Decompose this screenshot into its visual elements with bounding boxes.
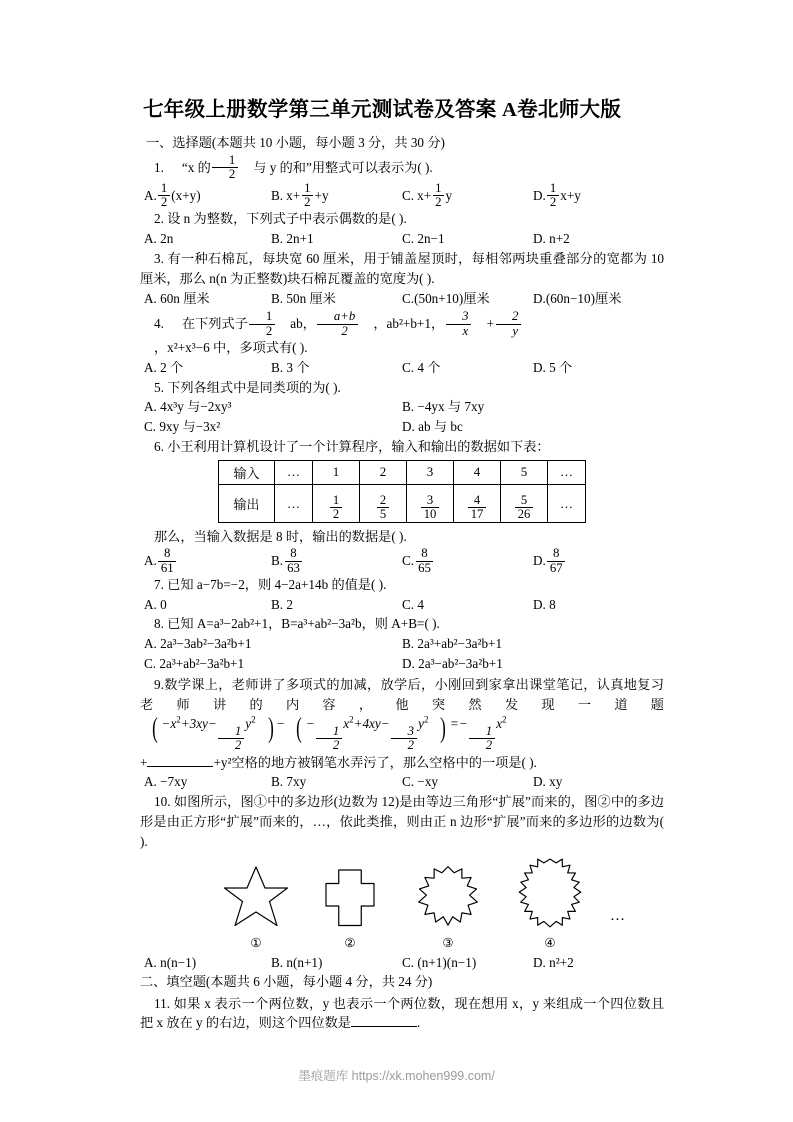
cross-square-extended-icon <box>312 864 388 936</box>
hexagon-extended-icon <box>508 856 592 936</box>
q4-text-a: 在下列式子 <box>181 316 248 332</box>
figure-3 <box>406 862 490 951</box>
q6-text: 小王利用计算机设计了一个计算程序，输入和输出的数据如下表： <box>167 438 550 454</box>
figure-2 <box>312 864 388 951</box>
question-8-options-row1 <box>140 634 664 654</box>
q5-option-d[interactable]: D. ab 与 bc <box>402 419 463 435</box>
q10-option-b[interactable]: B. n(n+1) <box>271 954 323 970</box>
output-value: $\frac{3}{10}$ <box>407 484 454 523</box>
q6-number: 6. <box>154 438 164 454</box>
input-ellipsis-left: … <box>275 460 313 484</box>
question-6-options <box>140 547 664 575</box>
footer-watermark: 墨痕题库 https://xk.mohen999.com/ <box>298 1069 495 1083</box>
output-value: $\frac{2}{5}$ <box>360 484 407 523</box>
input-value: 2 <box>360 460 407 484</box>
q10-text: 如图所示，图①中的多边形(边数为 12)是由等边三角形“扩展”而来的，图②中的多边形是由正方形“扩展”而来的，…，依此类推，则由正 n 边形“扩展”而来的多边形的边数为( ). <box>140 794 664 849</box>
q5-option-b[interactable]: B. −4yx 与 7xy <box>402 399 485 415</box>
q1-b-fraction: $\frac{1}{2}$ <box>302 182 313 210</box>
q2-option-c[interactable]: C. 2n−1 <box>402 231 445 247</box>
q4-option-d[interactable]: D. 5 个 <box>533 359 573 375</box>
q4-option-c[interactable]: C. 4 个 <box>402 359 441 375</box>
question-6-stem <box>140 437 664 457</box>
q11-blank <box>351 1026 417 1027</box>
q2-number: 2. <box>154 211 164 227</box>
q9-plus: + <box>140 754 148 770</box>
q1-c-fraction: $\frac{1}{2}$ <box>433 182 444 210</box>
q3-option-c[interactable]: C.(50n+10)厘米 <box>402 290 490 306</box>
q1-a-fraction: $\frac{1}{2}$ <box>158 182 169 210</box>
q2-text: 设 n 为整数，下列式子中表示偶数的是( ). <box>167 211 407 227</box>
question-2-stem <box>140 209 664 229</box>
table-row-input <box>219 460 586 484</box>
figure-4-caption: ④ <box>544 935 556 950</box>
input-ellipsis-right: … <box>548 460 586 484</box>
exam-page <box>140 92 664 1033</box>
q9-option-b[interactable]: B. 7xy <box>271 774 307 790</box>
q6-option-d[interactable]: D. $\frac{8}{67}$ <box>533 547 664 575</box>
question-1-stem <box>140 154 664 182</box>
q9-option-c[interactable]: C. −xy <box>402 774 439 790</box>
q7-option-b[interactable]: B. 2 <box>271 596 293 612</box>
q6-d-fraction: $\frac{8}{67}$ <box>547 547 565 575</box>
question-9-stem <box>140 675 664 753</box>
question-5-options-row1 <box>140 397 664 417</box>
q3-option-a[interactable]: A. 60n 厘米 <box>144 290 210 306</box>
section-1-heading: 一、选择题(本题共 10 小题，每小题 3 分，共 30 分) <box>146 135 445 150</box>
six-point-star-icon <box>218 864 294 936</box>
question-6-stem2: 那么，当输入数据是 8 时，输出的数据是( ). <box>154 529 407 545</box>
section-2-heading: 二、填空题(本题共 6 小题，每小题 4 分，共 24 分) <box>140 974 433 990</box>
q2-option-a[interactable]: A. 2n <box>144 231 174 247</box>
q3-number: 3. <box>154 250 164 266</box>
question-2-options <box>140 229 664 249</box>
input-value: 5 <box>501 460 548 484</box>
q1-number: 1. <box>154 160 164 176</box>
question-7-options <box>140 595 664 615</box>
q1-stem-post: 与 y 的和”用整式可以表示为( ). <box>253 160 433 176</box>
q1-fraction: $\frac{1}{2}$ <box>212 154 237 182</box>
q9-number: 9. <box>154 676 164 692</box>
q10-option-a[interactable]: A. n(n−1) <box>144 954 197 970</box>
output-ellipsis-left: … <box>275 484 313 523</box>
input-value: 1 <box>313 460 360 484</box>
question-9-stem-cont <box>140 753 664 773</box>
question-10-figures <box>140 856 664 951</box>
figures-ellipsis: … <box>610 907 626 924</box>
q5-option-c[interactable]: C. 9xy 与−3x² <box>144 419 221 435</box>
q9-blank <box>147 766 213 767</box>
figure-4 <box>508 856 592 951</box>
q6-option-c[interactable]: C. $\frac{8}{65}$ <box>402 547 533 575</box>
question-8-options-row2 <box>140 654 664 674</box>
q2-option-b[interactable]: B. 2n+1 <box>271 231 314 247</box>
output-value: $\frac{5}{26}$ <box>501 484 548 523</box>
q6-a-fraction: $\frac{8}{61}$ <box>158 547 176 575</box>
q8-option-c[interactable]: C. 2a³+ab²−3a²b+1 <box>144 656 245 672</box>
q4-text-4: ，x²+x³−6 中，多项式有( ). <box>154 339 308 355</box>
figure-1 <box>218 864 294 951</box>
q9-text-b: +y²空格的地方被钢笔水弄污了，那么空格中的一项是( ). <box>213 754 537 770</box>
q8-option-d[interactable]: D. 2a³−ab²−3a²b+1 <box>402 656 503 672</box>
figure-2-caption: ② <box>344 935 356 950</box>
q8-option-b[interactable]: B. 2a³+ab²−3a²b+1 <box>402 636 503 652</box>
q5-number: 5. <box>154 379 164 395</box>
q11-number: 11. <box>154 995 170 1011</box>
question-5-stem <box>140 378 664 398</box>
q8-text: 已知 A=a³−2ab²+1，B=a³+ab²−3a²b，则 A+B=( ). <box>167 616 440 632</box>
output-value: $\frac{4}{17}$ <box>454 484 501 523</box>
q7-option-d[interactable]: D. 8 <box>533 596 556 612</box>
output-value: $\frac{1}{2}$ <box>313 484 360 523</box>
question-11-stem <box>140 994 664 1034</box>
question-4-options <box>140 358 664 378</box>
q1-option-b[interactable]: B. x+ $\frac{1}{2}$ +y <box>271 180 329 210</box>
figure-1-caption: ① <box>250 935 262 950</box>
page-title: 七年级上册数学第三单元测试卷及答案 A卷北师大版 <box>143 99 622 121</box>
q6-c-fraction: $\frac{8}{65}$ <box>416 547 434 575</box>
q4-option-b[interactable]: B. 3 个 <box>271 359 310 375</box>
q3-text: 有一种石棉瓦，每块宽 60 厘米，用于铺盖屋顶时，每相邻两块重叠部分的宽都为 10 厘米，那么 n(n 为正整数)块石棉瓦覆盖的宽度为( ). <box>140 250 665 286</box>
q3-option-d[interactable]: D.(60n−10)厘米 <box>533 290 622 306</box>
question-9-options <box>140 772 664 792</box>
q7-option-c[interactable]: C. 4 <box>402 596 424 612</box>
q5-option-a[interactable]: A. 4x³y 与−2xy³ <box>144 399 232 415</box>
question-7-stem <box>140 575 664 595</box>
q4-fraction-3: $\frac{3}{x}$ <box>446 310 471 338</box>
output-row-label: 输出 <box>219 484 275 523</box>
q4-text-3: + <box>486 316 494 332</box>
q1-option-d[interactable]: D. $\frac{1}{2}$ x+y <box>533 180 581 210</box>
q11-text-post: . <box>417 1015 421 1031</box>
q7-number: 7. <box>154 576 164 592</box>
q9-option-a[interactable]: A. −7xy <box>144 774 188 790</box>
q9-option-d[interactable]: D. xy <box>533 774 563 790</box>
q1-d-fraction: $\frac{1}{2}$ <box>547 182 558 210</box>
q4-fraction-1: $\frac{1}{2}$ <box>249 310 274 338</box>
question-8-stem <box>140 614 664 634</box>
q11-text: 如果 x 表示一个两位数，y 也表示一个两位数，现在想用 x，y 来组成一个四位数且把 x 放在 y 的右边，则这个四位数是 <box>140 995 665 1031</box>
q1-option-a[interactable]: A. $\frac{1}{2}$ (x+y) <box>144 180 201 210</box>
question-4-stem <box>140 310 664 357</box>
q8-number: 8. <box>154 616 164 632</box>
input-row-label: 输入 <box>219 460 275 484</box>
question-6-table-wrap <box>140 460 664 524</box>
question-1-options <box>140 182 664 210</box>
q9-expression: ( $-x^2+3xy-$ $\frac{1}{2}$ $y^2$ ) − ( − $\frac{1}{2}$ $x^2+4xy-$ $\frac{3}{2}$ $y^2$ ) =− $\frac{1}{2}$ $x^2$ <box>152 712 507 753</box>
question-3-stem <box>140 249 664 289</box>
output-ellipsis-right: … <box>548 484 586 523</box>
q5-text: 下列各组式中是同类项的为( ). <box>167 379 341 395</box>
q1-stem-pre: “x 的 <box>181 160 211 176</box>
q4-option-a[interactable]: A. 2 个 <box>144 359 184 375</box>
q4-text-1: ab， <box>290 316 316 332</box>
question-10-stem <box>140 792 664 851</box>
pentagon-extended-icon <box>406 862 490 936</box>
q8-option-a[interactable]: A. 2a³−3ab²−3a²b+1 <box>144 636 252 652</box>
q7-option-a[interactable]: A. 0 <box>144 596 167 612</box>
q2-option-d[interactable]: D. n+2 <box>533 231 570 247</box>
q6-b-fraction: $\frac{8}{63}$ <box>285 547 303 575</box>
question-5-options-row2 <box>140 417 664 437</box>
question-3-options <box>140 289 664 309</box>
q1-option-c[interactable]: C. x+ $\frac{1}{2}$ y <box>402 180 453 210</box>
q4-fraction-4: $\frac{2}{y}$ <box>496 310 521 338</box>
q4-fraction-2: $\frac{a+b}{2}$ <box>317 310 357 338</box>
table-row-output <box>219 484 586 523</box>
figure-3-caption: ③ <box>442 935 454 950</box>
q4-text-2: ，ab²+b+1， <box>373 316 445 332</box>
q6-option-b[interactable]: B. $\frac{8}{63}$ <box>271 547 402 575</box>
q6-option-a[interactable]: A. $\frac{8}{61}$ <box>140 547 271 575</box>
q9-text-a: 数学课上，老师讲了多项式的加减，放学后，小刚回到家拿出课堂笔记，认真地复习老师讲的内容，他突然发现一道题 <box>140 676 664 712</box>
io-table <box>218 460 586 524</box>
q7-text: 已知 a−7b=−2，则 4−2a+14b 的值是( ). <box>167 576 387 592</box>
q10-option-c[interactable]: C. (n+1)(n−1) <box>402 954 477 970</box>
question-10-options <box>140 953 664 973</box>
input-value: 3 <box>407 460 454 484</box>
input-value: 4 <box>454 460 501 484</box>
q10-number: 10. <box>154 794 171 810</box>
q10-option-d[interactable]: D. n²+2 <box>533 954 574 970</box>
q3-option-b[interactable]: B. 50n 厘米 <box>271 290 336 306</box>
q4-number: 4. <box>154 316 164 332</box>
